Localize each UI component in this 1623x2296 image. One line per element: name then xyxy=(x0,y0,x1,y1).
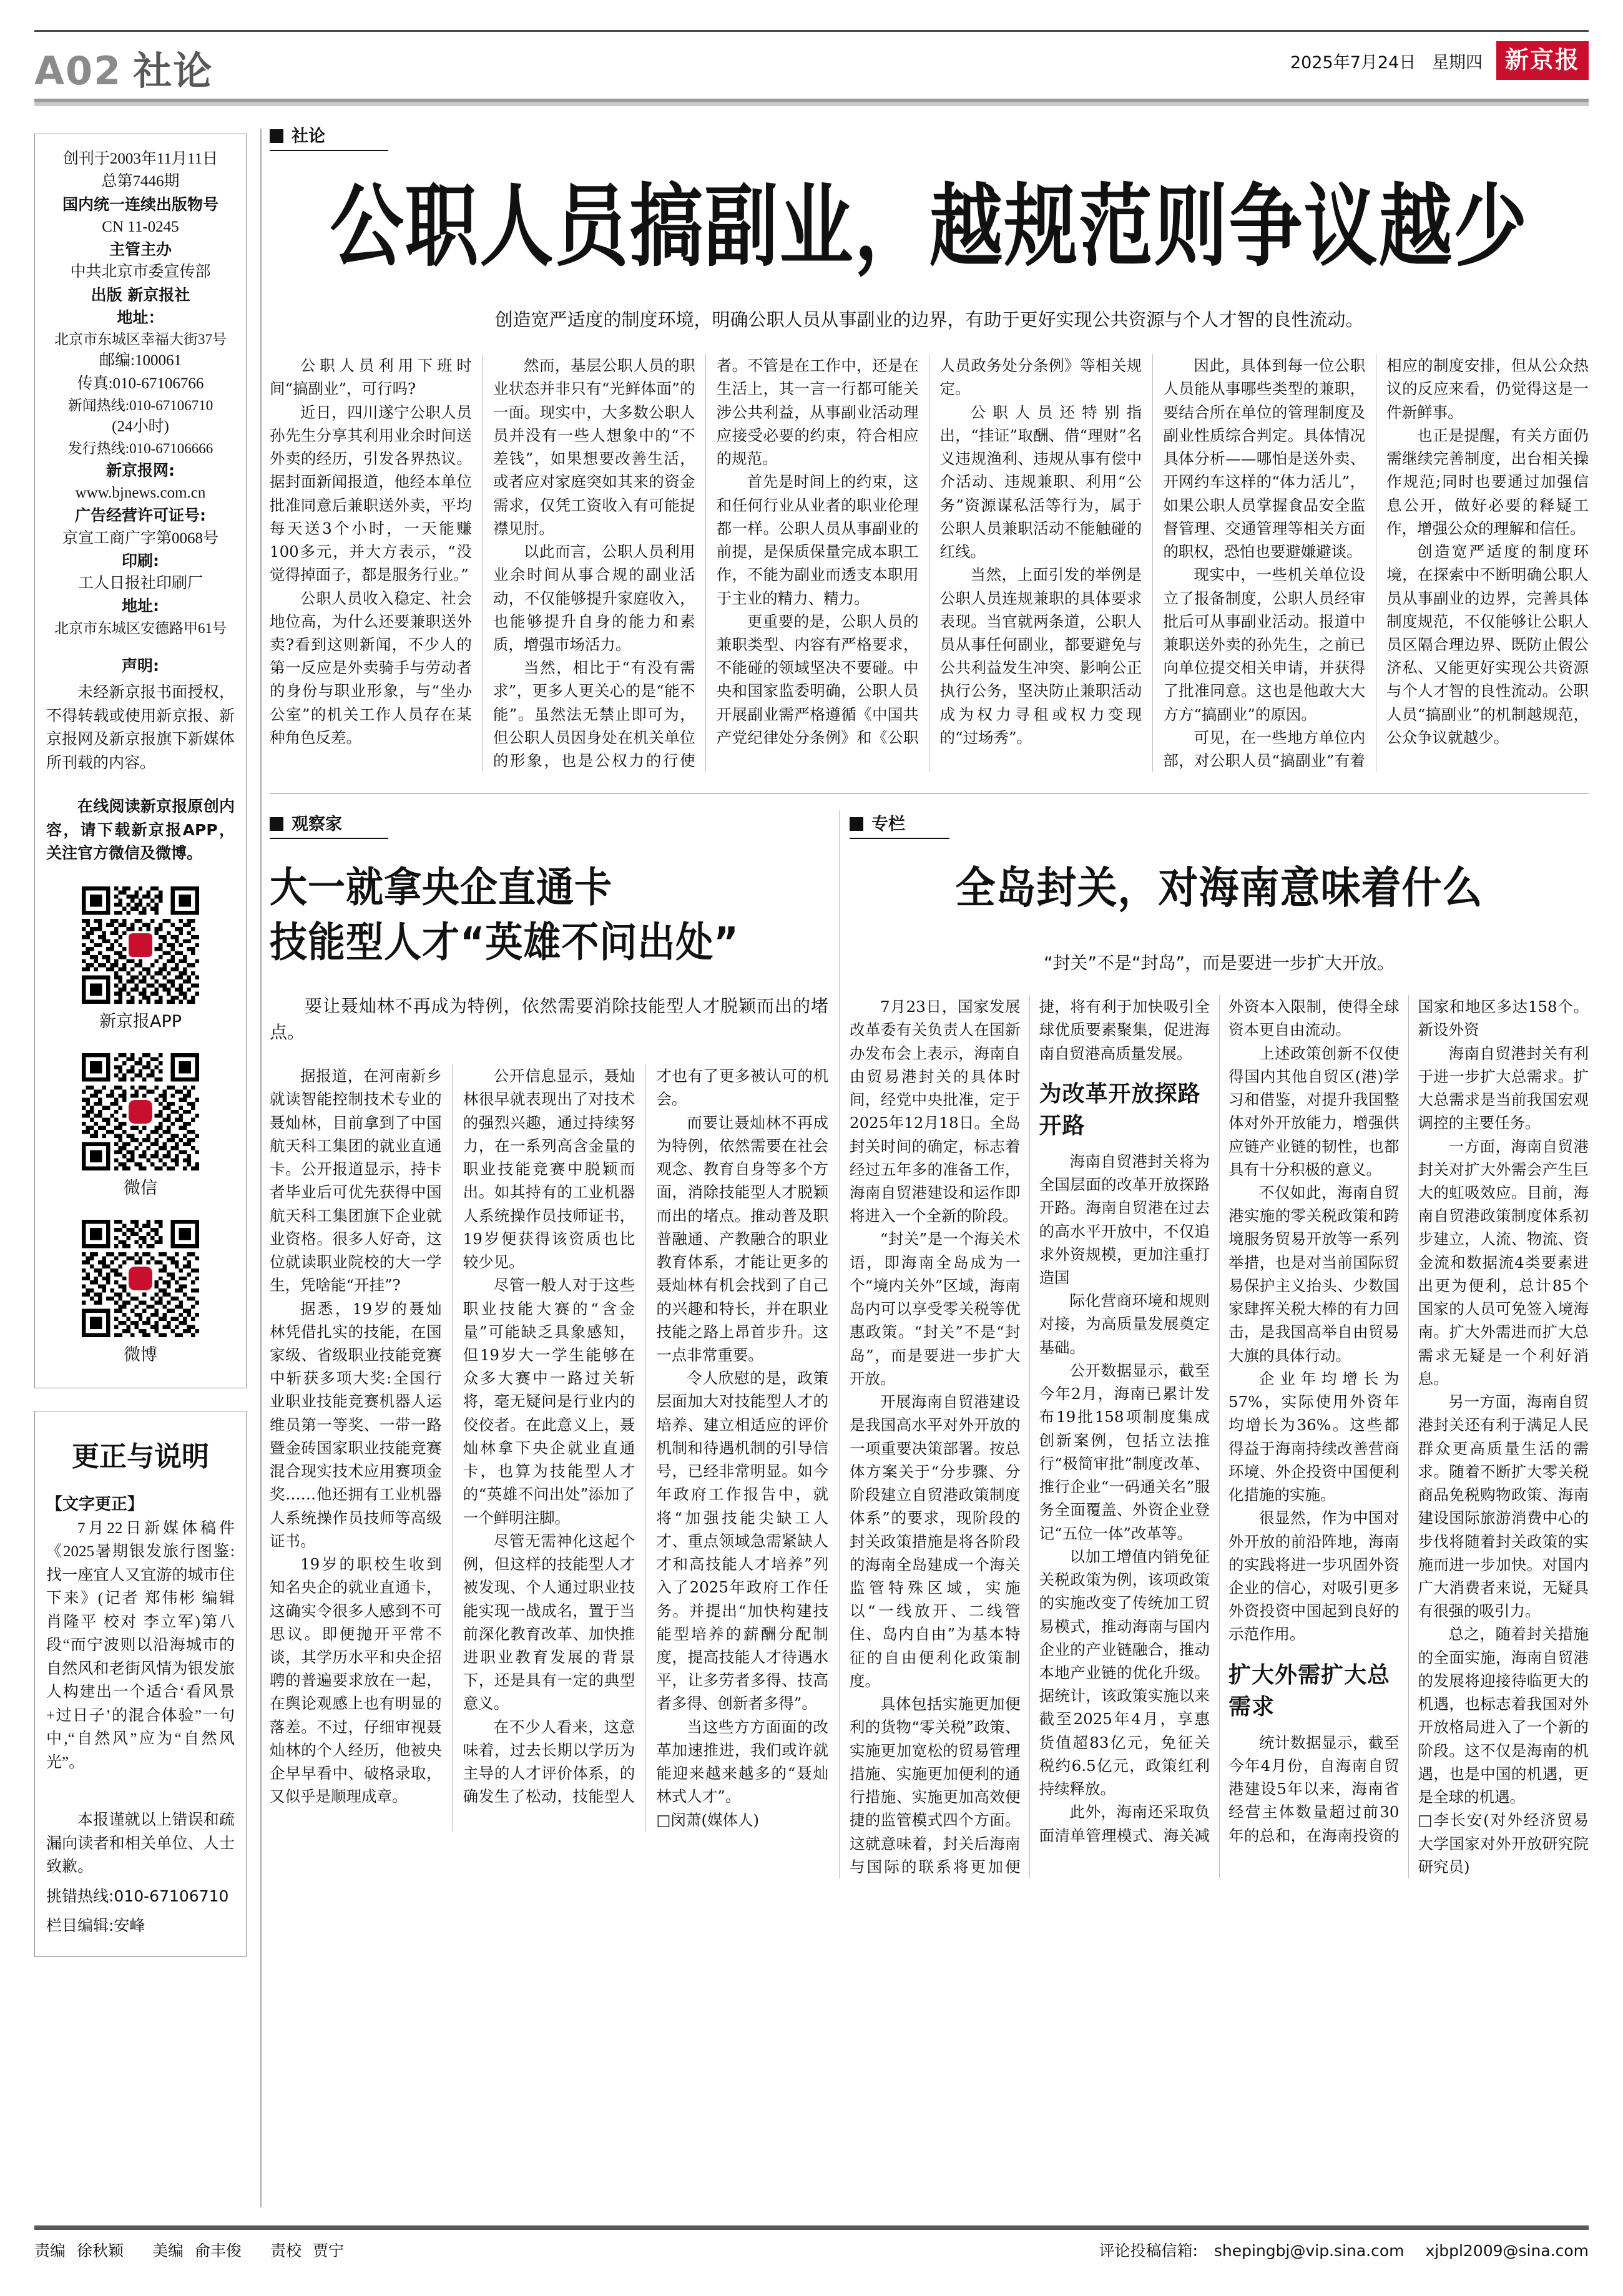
email-address-1[interactable]: shepingbj@vip.sina.com xyxy=(1214,2242,1405,2260)
editorial-section-rule xyxy=(270,150,388,151)
statement-body: 未经新京报书面授权，不得转载或使用新京报、新京报网及新京报旗下新媒体所刊载的内容。 xyxy=(46,684,235,772)
founded-date: 创刊于2003年11月11日 xyxy=(62,150,218,167)
editorial-paragraph: 公职人员还特别指出，“挂证”取酬、借“理财”名义违规渔利、违规从事有偿中介活动、违规兼职、利用“公务”资源谋私活等行为，属于公职人员兼职活动不能触碰的红线。 xyxy=(939,403,1142,561)
proof-name: 贾宁 xyxy=(312,2242,344,2260)
printer-name: 工人日报社印刷厂 xyxy=(77,575,203,592)
masthead-top-rule xyxy=(34,30,1589,32)
news-hotline-note: (24小时) xyxy=(112,418,169,436)
column-subhead-1-text: 海南自贸港封关将为全国层面的改革开放探路开路。海南自贸港在过去的高水平开放中，不仅追求外资规模，更加注重打造国 xyxy=(1039,1152,1210,1287)
address-label: 地址： xyxy=(117,308,164,326)
editorial-paragraph: 创造宽严适度的制度环境，在探索中不断明确公职人员从事副业的边界，完善具体制度规范，不仅能够让公职人员区隔合理边界、既防止假公济私、又能更好实现公共资源与个人才智的良性流动。公职人员“搞副业”的机制越规范，公众争议就越少。 xyxy=(1386,542,1589,747)
issue-number: 总第7446期 xyxy=(101,173,180,190)
art-editor-name: 俞丰俊 xyxy=(195,2242,242,2260)
editorial-paragraph: 当然，上面引发的举例是公职人员连规兼职的具体要求表现。当官就两条道，公职人员从事任何副业，都要避免与公共利益发生冲突、影响公正执行公务，坚决防止兼职活动成为权力寻租或权力变现的“过场秀”。 xyxy=(939,566,1142,747)
page-number: A02 xyxy=(34,48,122,94)
footer-row xyxy=(34,2239,1589,2261)
masthead xyxy=(34,30,1589,105)
editorial-paragraph: 首先是时间上的约束，这和任何行业从业者的职业伦理都一样。公职人员从事副业的前提，是保质保量完成本职工作，不能为副业而透支本职用于主业的精力、精力。 xyxy=(716,473,919,607)
editorial-paragraph: 然而，基层公职人员的职业状态并非只有“光鲜体面”的一面。现实中，大多数公职人员并没有一些人想象中的“不差钱”，如果想要改善生活，或者应对家庭突如其来的资金需求，仅凭工资收入有可能捉襟见肘。 xyxy=(493,356,695,537)
column-paragraph: “封关”是一个海关术语，即海南全岛成为一个“境内关外”区域，海南岛内可以享受零关税等优惠政策。“封关”不是“封岛”，而是要进一步扩大开放。 xyxy=(850,1230,1021,1388)
editorial-paragraph: 因此，具体到每一位公职人员能从事哪些类型的兼职，要结合所在单位的管理制度及副业性质综合判定。具体情况具体分析——哪怕是送外卖、开网约车这样的“体力活儿”，如果公职人员掌握食品安全监督管理、交通管理等相关方面的职权，恐怕也要避嫌避谈。 xyxy=(1163,356,1366,561)
bottom-articles xyxy=(270,810,1589,1878)
masthead-bottom-rule xyxy=(34,99,1589,106)
qr-code-icon[interactable] xyxy=(82,1053,199,1170)
editorial-body xyxy=(270,354,1589,772)
observer-section-label-text: 观察家 xyxy=(292,815,342,835)
column-section-label-text: 专栏 xyxy=(871,815,905,835)
column-section-label xyxy=(850,810,905,838)
editorial-paragraph: 公职人员收入稳定、社会地位高，为什么还要兼职送外卖?看到这则新闻，不少人的第一反应是外卖骑手与劳动者的身份与职业形象，与“坐办公室”的机关工作人员存在某种角色反差。 xyxy=(270,589,472,747)
art-editor-label: 美编 xyxy=(152,2242,184,2260)
observer-body xyxy=(270,1064,828,1832)
date-text: 2025年7月24日 xyxy=(1290,52,1416,72)
correction-editor: 栏目编辑:安峰 xyxy=(46,1916,145,1935)
editorial-paragraph: 现实中，一些机关单位设立了报备制度，公职人员经审批后可从事副业活动。报道中兼职送外卖的孙先生，之前已向单位提交相关申请，并获得了批准同意。这也是他敢大大方方“搞副业”的原因。 xyxy=(1163,566,1366,724)
section-divider xyxy=(270,793,1589,794)
footer xyxy=(34,2225,1589,2261)
column-body xyxy=(850,995,1589,1878)
observer-paragraph: 公开信息显示，聂灿林很早就表现出了对技术的强烈兴趣，通过持续努力，在一系列高含金量的职业技能竞赛中脱颖而出。如其持有的工业机器人系统操作员技师证书，19岁便获得该资质也比较少见。 xyxy=(463,1067,635,1272)
editorial-paragraph: 更重要的是，公职人员的兼职类型、内容有严格要求，不能碰的领域坚决不要碰。中央和国家监委明确，公职人员开展副业需严格遵循《中国共产党纪律处分条例》和《公职人员政务处分条例》等相关规定。 xyxy=(716,356,1142,747)
observer-paragraph: 令人欣慰的是，政策层面加大对技能型人才的培养、建立相适应的评价机制和待遇机制的引导信号，已经非常明显。如今年政府工作报告中，就将“加强技能尖缺工人才、重点领域急需紧缺人才和高技能人才培养”列入了2025年政府工作任务。并提出“加快构建技能型培养的薪酬分配制度，提高技能人才待遇水平，让多劳者多得、技高者多得、创新者多得”。 xyxy=(656,1369,828,1713)
column-section-rule xyxy=(850,838,949,839)
column-paragraph: 总之，随着封关措施的全面实施，海南自贸港的发展将迎接待临更大的机遇，也标志着我国对外开放格局进入了一个新的阶段。这不仅是海南的机遇，也是中国的机遇，更是全球的机遇。 xyxy=(1418,1625,1589,1807)
email-address-2[interactable]: xjbpl2009@sina.com xyxy=(1425,2242,1589,2260)
observer-headline-line2: 技能型人才“英雄不问出处” xyxy=(270,919,739,968)
section-marker-icon xyxy=(270,817,283,831)
editor-name: 徐秋颖 xyxy=(77,2242,124,2260)
serial-number: CN 11-0245 xyxy=(102,218,179,235)
qr-code-svg xyxy=(82,1053,199,1170)
supervisor-name: 中共北京市委宣传部 xyxy=(70,263,211,281)
section-marker-icon xyxy=(270,129,283,143)
correction-subtitle: 【文字更正】 xyxy=(46,1494,144,1514)
statement-label: 声明: xyxy=(122,656,159,675)
observer-paragraph: 当这些方方面面的改革加速推进，我们或许就能迎来越来越多的“聂灿林式人才”。 xyxy=(656,1717,828,1806)
observer-article xyxy=(270,810,828,1878)
column-paragraph: 不仅如此，海南自贸港实施的零关税政策和跨境服务贸易开放等一系列举措，也是对当前国际贸易保护主义抬头、少数国家肆挥关税大棒的有力回击，是我国高举自由贸易大旗的具体行动。 xyxy=(1228,1184,1400,1365)
column-paragraph: 企业年均增长为57%，实际使用外资年均增长为36%。这些都得益于海南持续改善营商环境、外企投资中国便利化措施的实施。 xyxy=(1228,1369,1400,1504)
supervisor-label: 主管主办 xyxy=(109,240,172,258)
column-paragraph: 一方面，海南自贸港封关对扩大外需会产生巨大的虹吸效应。目前，海南自贸港政策制度体系初步建立，人流、物流、资金流和数据流4类要素进出更为便利，总计85个国家的人员可免签入境海南。扩大外需进而扩大总需求无疑是一个利好消息。 xyxy=(1418,1137,1589,1388)
circulation-hotline: 发行热线:010-67106666 xyxy=(67,441,213,457)
qr-caption-weibo: 微博 xyxy=(124,1345,157,1365)
editorial-paragraph: 公职人员利用下班时间“搞副业”，可行吗? xyxy=(270,356,472,398)
printer-address-value: 北京市东城区安德路甲61号 xyxy=(54,620,227,636)
qr-caption-wechat: 微信 xyxy=(124,1178,157,1198)
editorial-headline: 公职人员搞副业，越规范则争议越少 xyxy=(330,174,1529,279)
qr-item-wechat[interactable] xyxy=(46,1053,235,1199)
qr-item-weibo[interactable] xyxy=(46,1220,235,1365)
observer-paragraph: 尽管无需神化这起个例，但这样的技能型人才被发现、个人通过职业技能实现一战成名，置于当前深化教育改革、加快推进职业教育发展的背景下，还是具有一定的典型意义。 xyxy=(463,1531,635,1713)
footer-emails xyxy=(1082,2239,1589,2261)
column-byline: □李长安(对外经济贸易大学国家对外开放研究院研究员) xyxy=(1418,1811,1589,1876)
column-paragraph: 以加工增值内销免征关税政策为例，该项政策的实施改变了传统加工贸易模式，推动海南与国内企业的产业链融合，推动本地产业链的优化升级。据统计，该政策实施以来截至2025年4月，享惠货值超83亿元，免征关税约6.5亿元，政策红利持续释放。 xyxy=(1039,1547,1210,1798)
qr-caption-app: 新京报APP xyxy=(99,1011,182,1031)
fax-number: 传真:010-67106766 xyxy=(77,375,204,392)
editorial-paragraph: 以此而言，公职人员利用业余时间从事合规的副业活动，不仅能够提升家庭收入，也能够提升自身的能力和素质，增强市场活力。 xyxy=(493,542,695,654)
address-value: 北京市东城区幸福大街37号 xyxy=(54,331,227,347)
observer-section-rule xyxy=(270,838,388,839)
observer-section-label xyxy=(270,810,342,838)
section-name: 社论 xyxy=(133,48,213,94)
postcode: 邮编:100061 xyxy=(99,352,182,370)
website-url[interactable]: www.bjnews.com.cn xyxy=(75,484,206,502)
column-subhead-1: 为改革开放探路开路 xyxy=(1039,1081,1201,1139)
observer-headline-line1: 大一就拿央企直通卡 xyxy=(270,863,612,912)
qr-code-group xyxy=(46,886,235,1365)
proof-label: 责校 xyxy=(270,2242,302,2260)
editorial-paragraph: 可见，在一些地方单位内部，对公职人员“搞副业”有着相应的制度安排，但从公众热议的反应来看，仍觉得这是一件新鲜事。 xyxy=(1163,356,1589,770)
news-hotline: 新闻热线:010-67106710 xyxy=(67,397,213,413)
correction-title: 更正与说明 xyxy=(72,1440,209,1473)
main-content xyxy=(270,122,1589,1878)
article-divider xyxy=(828,810,850,1878)
column-paragraph: 开展海南自贸港建设是我国高水平对外开放的一项重要决策部署。按总体方案关于“分步骤、分阶段建立自贸港政策制度体系”的要求，现阶段的封关政策措施是将各阶段的海南全岛建成一个海关监管特殊区域，实施以“一线放开、二线管住、岛内自由”为基本特征的自由便利化政策制度。 xyxy=(850,1393,1021,1690)
editorial-paragraph: 近日，四川遂宁公职人员孙先生分享其利用业余时间送外卖的经历，引发各界热议。据封面新闻报道，他经本单位批准同意后兼职送外卖，平均每天送3个小时，一天能赚100多元，并大方表示，“没觉得掉面子，都是服务行业。” xyxy=(270,403,472,584)
publisher-name: 出版 新京报社 xyxy=(91,285,190,304)
weekday-text: 星期四 xyxy=(1431,52,1483,72)
publication-info-box xyxy=(34,134,247,1388)
observer-headline xyxy=(270,860,828,971)
column-paragraph: 际化营商环境和规则对接，为高质量发展奠定基础。 xyxy=(1039,1292,1210,1357)
column-article xyxy=(850,810,1589,1878)
qr-code-svg xyxy=(82,886,199,1004)
observer-paragraph: 在不少人看来，这意味着，过去长期以学历为主导的人才评价体系，的确发生了松动，技能型人才也有了更多被认可的机会。 xyxy=(463,1067,828,1806)
correction-hotline: 挑错热线:010-67106710 xyxy=(46,1886,229,1905)
serial-label: 国内统一连续出版物号 xyxy=(62,195,218,213)
column-headline: 全岛封关，对海南意味着什么 xyxy=(955,863,1483,914)
column-paragraph: 7月23日，国家发展改革委有关负责人在国新办发布会上表示，海南自由贸易港封关的具体时间，经党中央批准，定于2025年12月18日。全岛封关时间的确定，标志着经过五年多的准备工作，海南自贸港建设和运作即将进入一个全新的阶段。 xyxy=(850,998,1021,1225)
editorial-section-label xyxy=(270,122,325,150)
printer-address-label: 地址: xyxy=(122,597,159,616)
observer-paragraph: 19岁的职校生收到知名央企的就业直通卡，这确实令很多人感到不可思议。即便抛开平常不谈，其学历水平和央企招聘的普遍要求放在一起，在舆论观感上也有明显的落差。不过，仔细审视聂灿林的个人经历，他被央企早早看中、破格录取，又似乎是顺理成章。 xyxy=(270,1555,442,1806)
website-label: 新京报网: xyxy=(106,461,175,479)
column-paragraph: 海南自贸港封关有利于进一步扩大总需求。扩大总需求是当前我国宏观调控的主要任务。 xyxy=(1418,1044,1589,1132)
footer-credits xyxy=(34,2239,355,2261)
masthead-right xyxy=(1290,41,1589,80)
column-subhead-2-text: 统计数据显示，截至今年4月份，自海南自贸港建设5年以来，海南省经营主体数量超过前30年的总和，在海南投资的国家和地区多达158个。新设外资 xyxy=(1228,998,1589,1845)
editorial-section-label-text: 社论 xyxy=(292,127,325,146)
brand-logo: 新京报 xyxy=(1496,41,1589,80)
correction-apology: 本报谨就以上错误和疏漏向读者和相关单位、人士致歉。 xyxy=(46,1810,235,1876)
qr-code-icon[interactable] xyxy=(82,1220,199,1337)
promo-text: 在线阅读新京报原创内容，请下载新京报APP，关注官方微信及微博。 xyxy=(46,797,235,863)
column-paragraph: 另一方面，海南自贸港封关还有利于满足人民群众更高质量生活的需求。随着不断扩大零关税商品免税购物政策、海南建设国际旅游消费中心的步伐将随着封关政策的实施而进一步加快。对国内广大消费者来说，无疑具有很强的吸引力。 xyxy=(1418,1393,1589,1621)
editorial-article xyxy=(270,122,1589,772)
column-paragraph: 公开数据显示，截至今年2月，海南已累计发布19批158项制度集成创新案例，包括立法推行“极简审批”制度改革、推行企业“一码通关名”服务全面覆盖、外资企业登记“五位一体”改革等。 xyxy=(1039,1361,1210,1543)
ad-license-label: 广告经营许可证号: xyxy=(75,506,206,525)
publication-date xyxy=(1290,49,1483,73)
sidebar xyxy=(34,122,247,1957)
correction-box xyxy=(34,1411,247,1957)
column-paragraph: 很显然，作为中国对外开放的前沿阵地，海南的实践将进一步巩固外资企业的信心，对吸引更多外资投资中国起到良好的示范作用。 xyxy=(1228,1509,1400,1644)
page-folio xyxy=(34,40,213,96)
editorial-paragraph: 也正是提醒，有关方面仍需继续完善制度，出台相关操作规范;同时也要通过加强信息公开，做好必要的释疑工作，增强公众的理解和信任。 xyxy=(1386,426,1589,537)
column-subhead-2: 扩大外需扩大总需求 xyxy=(1228,1662,1391,1720)
section-marker-icon xyxy=(850,817,863,831)
column-paragraph: 此外，海南还采取负面清单管理模式、海关减外资本入限制，使得全球资本更自由流动。 xyxy=(1039,998,1400,1845)
observer-paragraph: 尽管一般人对于这些职业技能大赛的“含金量”可能缺乏具象感知，但19岁大一学生能够在众多大赛中一路过关斩将，毫无疑问是行业内的佼佼者。在此意义上，聂灿林拿下央企就业直通卡，也算为技能型人才的“英雄不问出处”添加了一个鲜明注脚。 xyxy=(463,1276,635,1527)
qr-item-app[interactable] xyxy=(46,886,235,1032)
observer-deck: 要让聂灿林不再成为特例，依然需要消除技能型人才脱颖而出的堵点。 xyxy=(270,996,828,1043)
sidebar-divider xyxy=(260,129,262,2207)
observer-paragraph: 据报道，在河南新乡就读智能控制技术专业的聂灿林，目前拿到了中国航天科工集团的就业直通卡。公开报道显示，持卡者毕业后可优先获得中国航天科工集团旗下企业就业资格。很多人好奇，这位就读职业院校的大一学生，凭啥能“开挂”? xyxy=(270,1067,442,1295)
printer-label: 印刷: xyxy=(122,551,159,570)
editorial-deck: 创造宽严适度的制度环境，明确公职人员从事副业的边界，有助于更好实现公共资源与个人才智的良性流动。 xyxy=(494,309,1364,331)
qr-code-svg xyxy=(82,1220,199,1337)
column-paragraph: 具体包括实施更加便利的货物“零关税”政策、实施更加宽松的贸易管理措施、实施更加便利的通行措施、实施更加高效便捷的监管模式四个方面。这就意味着，封关后海南与国际的联系将更加便捷，将有利于加快吸引全球优质要素聚集，促进海南自贸港高质量发展。 xyxy=(850,998,1210,1876)
column-paragraph: 上述政策创新不仅使得国内其他自贸区(港)学习和借鉴，对提升我国整体对外开放能力，增强供应链产业链的韧性，也都具有十分积极的意义。 xyxy=(1228,1044,1400,1179)
ad-license-number: 京宣工商广字第0068号 xyxy=(62,529,218,547)
email-label: 评论投稿信箱: xyxy=(1099,2242,1198,2260)
column-deck: “封关”不是“封岛”，而是要进一步扩大开放。 xyxy=(1043,953,1395,974)
qr-code-icon[interactable] xyxy=(82,886,199,1004)
footer-rule xyxy=(34,2225,1589,2230)
editor-label: 责编 xyxy=(34,2242,66,2260)
observer-paragraph: 而要让聂灿林不再成为特例，依然需要在社会观念、教育自身等多个方面，消除技能型人才脱颖而出的堵点。推动普及职普融通、产教融合的职业教育体系，才能让更多的聂灿林有机会找到了自己的兴趣和特长，并在职业技能之路上昂首步升。这一点非常重要。 xyxy=(656,1113,828,1364)
editorial-paragraph: 当然，相比于“有没有需求”，更多人更关心的是“能不能”。虽然法无禁止即可为，但公职人员因身处在机关单位的形象，也是公权力的行使者。不管是在工作中，还是在生活上，其一言一行都可能关涉公共利益，从事副业活动理应接受必要的约束，符合相应的规范。 xyxy=(493,356,919,770)
correction-body: 7月22日新媒体稿件《2025暑期银发旅行图鉴:找一座宜人又宜游的城市住下来》(记者 郑伟彬 编辑 肖隆平 校对 李立军)第八段“而宁波则以沿海城市的自然风和老街风情为银发旅人构建出一个适合‘看风景+过日子’的混合体验”一句中,“自然风”应为“自然风光”。 xyxy=(46,1519,235,1771)
observer-byline: □闵萧(媒体人) xyxy=(656,1810,760,1829)
observer-paragraph: 据悉，19岁的聂灿林凭借扎实的技能，在国家级、省级职业技能竞赛中斩获多项大奖:全国行业职业技能竞赛机器人运维员第一等奖、一带一路暨金砖国家职业技能竞赛混合现实技术应用赛项金奖……他还拥有工业机器人系统操作员技师等高级证书。 xyxy=(270,1299,442,1550)
